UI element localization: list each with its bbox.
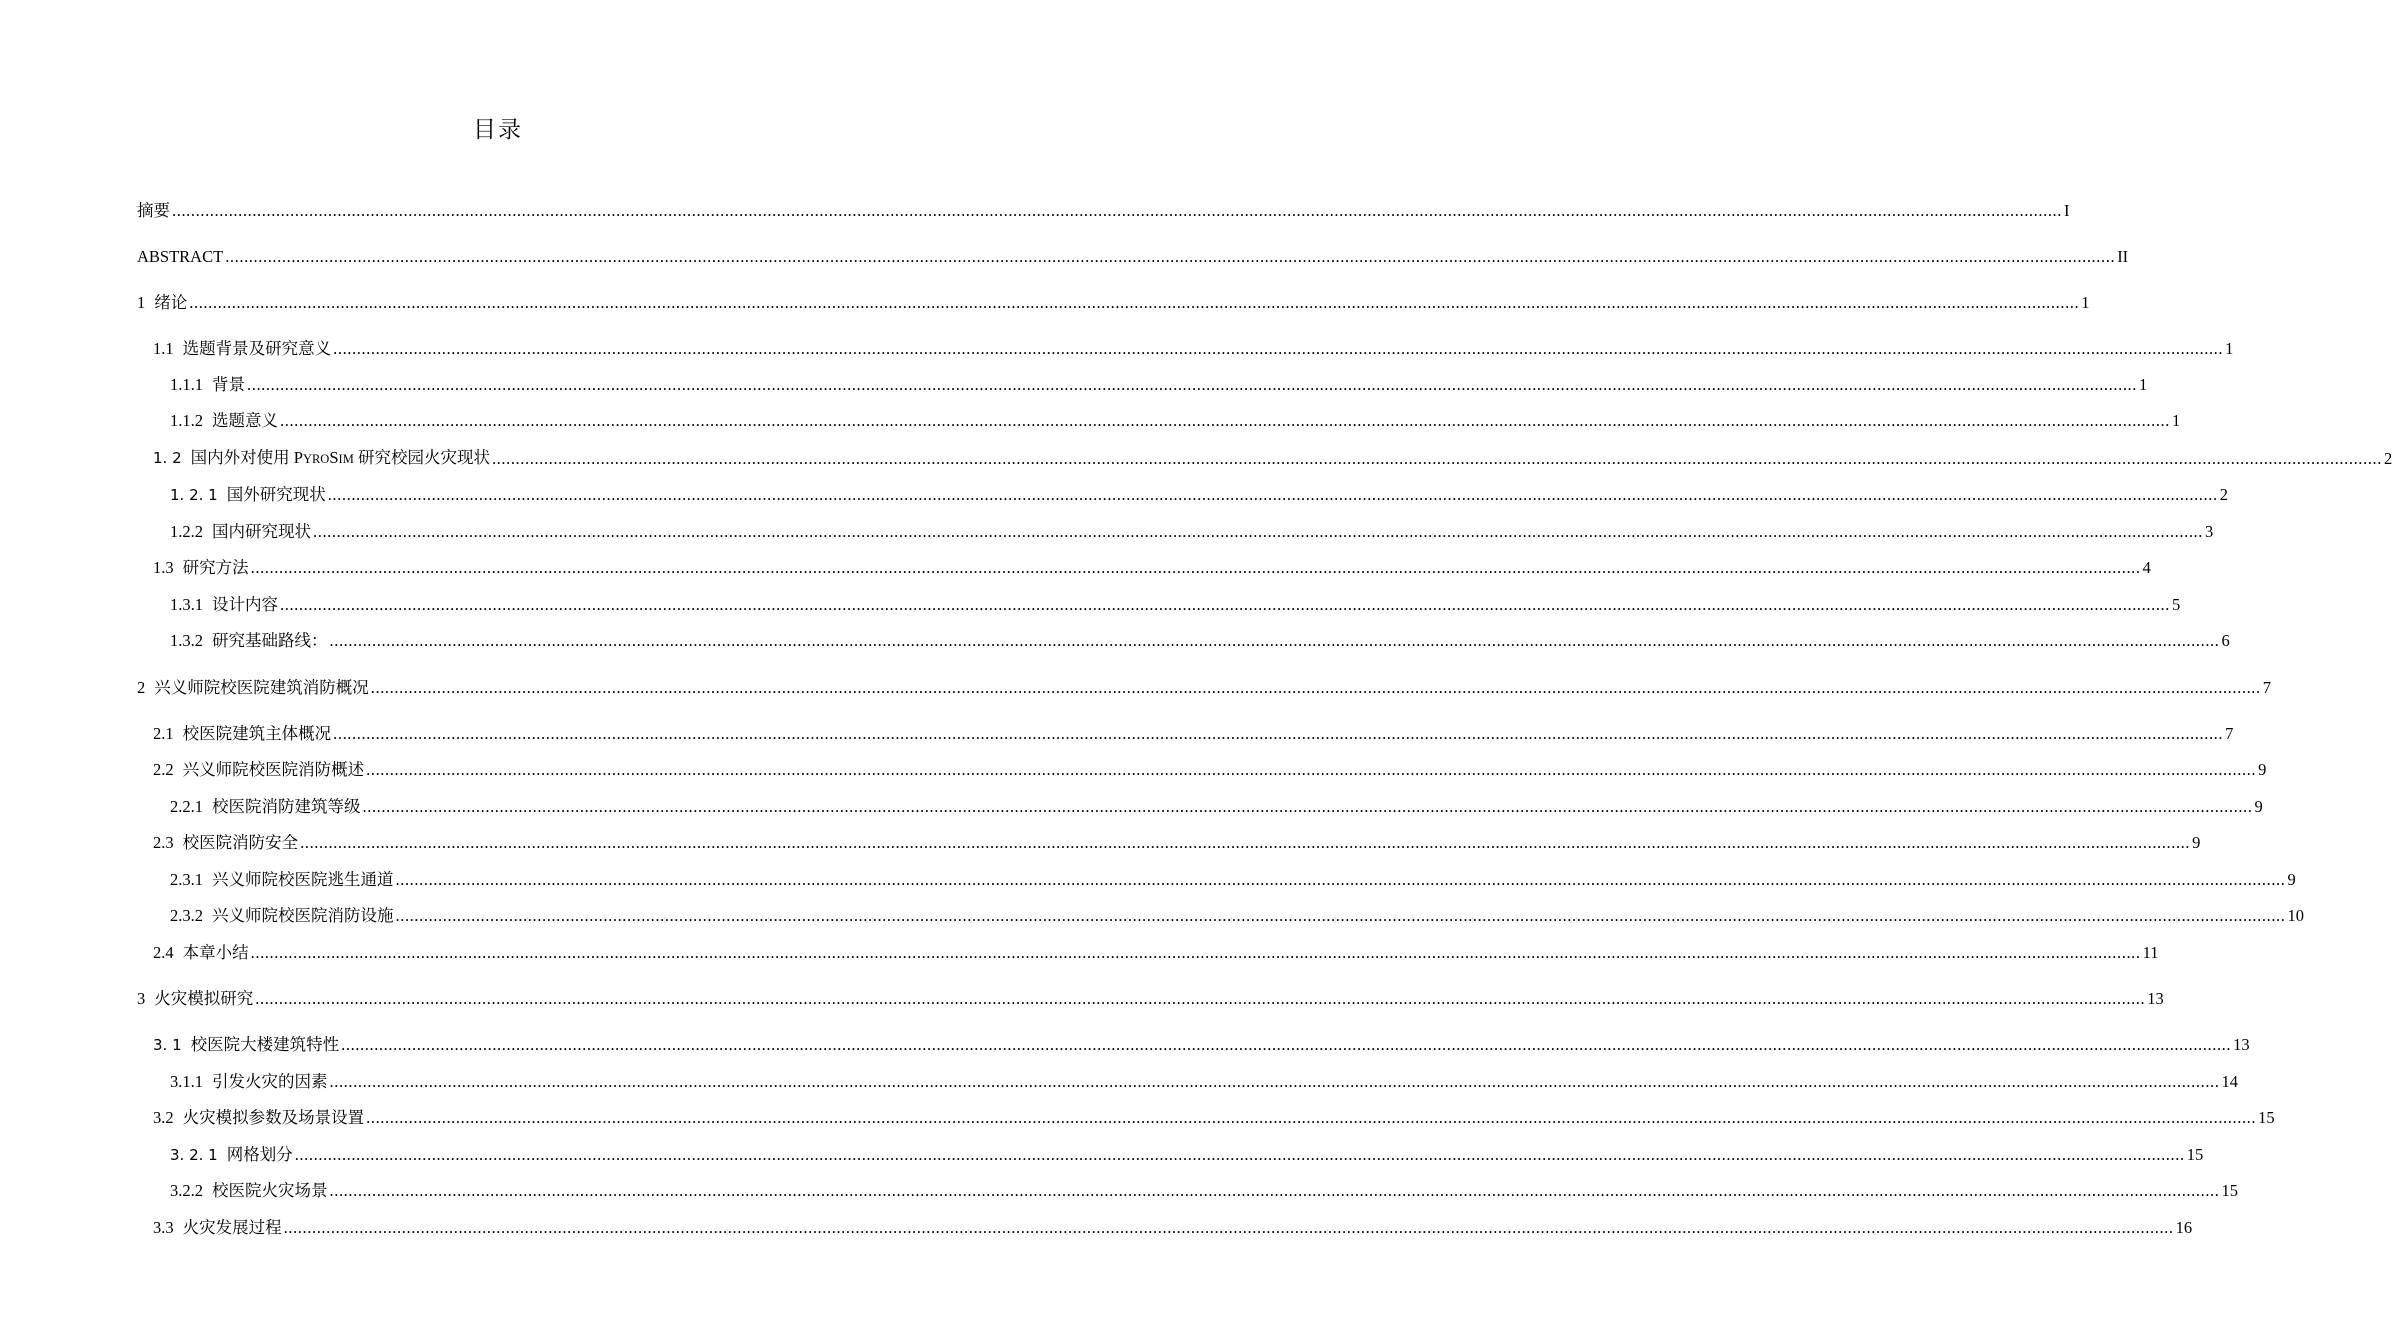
toc-entry-page-number: 16 [2175,1216,2193,1240]
toc-entry-label [137,987,254,1011]
dot-leader: ................................................................................................................................................................................................................................................................................................................................................................................................................ [189,293,2080,312]
toc-entry-label [170,373,246,397]
toc-entry-page-number: 7 [2262,676,2271,700]
toc-entry-text: 背景 [212,375,245,394]
dot-leader: ................................................................................................................................................................................................................................................................................................................................................................................................................ [225,247,2116,266]
toc-entry-label [153,1106,365,1130]
toc-entry-number: 3.2.2 [170,1181,203,1200]
toc-entry-page-number: 1 [2224,337,2233,361]
toc-entry-page-number: 10 [2287,904,2305,928]
toc-entry-label [170,1070,329,1094]
toc-entry-number: 1. 2. 1 [170,486,218,504]
toc-entry-text: 兴义师院校医院消防概述 [182,760,365,779]
toc-entry[interactable] [170,1143,2204,1167]
toc-entry[interactable] [153,337,2234,361]
toc-entry-number: 2.4 [153,943,174,962]
toc-entry-page-number: I [2063,199,2070,223]
toc-entry-label [153,758,365,782]
toc-entry-text: 网格划分 [226,1145,293,1164]
toc-entry-page-number: 4 [2142,556,2151,580]
dot-leader: ................................................................................................................................................................................................................................................................................................................................................................................................................ [395,906,2286,925]
toc-entry[interactable] [153,758,2267,782]
toc-entry-label [170,795,362,819]
toc-entry[interactable] [153,1033,2250,1057]
toc-entry-number: 2.3.1 [170,870,203,889]
toc-entry-page-number: 9 [2287,868,2296,892]
toc-entry[interactable] [170,795,2263,819]
toc-entry-number: 1.3.1 [170,595,203,614]
toc-entry-text: 研究校园火灾现状 [353,448,490,467]
toc-entry-page-number: 6 [2221,629,2230,653]
toc-entry-text: 绪论 [154,293,188,312]
toc-entry-label [153,337,332,361]
toc-entry-text: 国内研究现状 [212,522,311,541]
toc-entry-number: 3 [137,989,146,1008]
toc-entry[interactable] [170,1179,2238,1203]
toc-entry-page-number: 15 [2221,1179,2239,1203]
toc-entry-number: 2.3 [153,833,174,852]
toc-entry[interactable] [170,868,2296,892]
toc-entry-page-number: 9 [2257,758,2266,782]
toc-entry-text: 火灾发展过程 [182,1218,282,1237]
dot-leader: ................................................................................................................................................................................................................................................................................................................................................................................................................ [247,375,2137,394]
toc-entry-label [170,868,395,892]
toc-entry-label [153,446,491,471]
toc-entry[interactable] [153,447,2392,471]
toc-entry-text: 校医院火灾场景 [212,1181,328,1200]
toc-entry-text: 校医院消防建筑等级 [212,797,361,816]
dot-leader: ................................................................................................................................................................................................................................................................................................................................................................................................................ [333,339,2224,358]
toc-entry-label [153,1216,283,1240]
dot-leader: ................................................................................................................................................................................................................................................................................................................................................................................................................ [327,485,2218,504]
toc-entry[interactable] [170,520,2214,544]
toc-entry[interactable] [153,1216,2193,1240]
toc-entry-label [153,831,299,855]
toc-entry-text: 摘要 [137,201,170,220]
dot-leader: ................................................................................................................................................................................................................................................................................................................................................................................................................ [370,678,2261,697]
dot-leader: ................................................................................................................................................................................................................................................................................................................................................................................................................ [329,1072,2220,1091]
dot-leader: ................................................................................................................................................................................................................................................................................................................................................................................................................ [294,1145,2185,1164]
toc-entry-text: 研究方法 [182,558,249,577]
toc-entry-page-number: 13 [2232,1033,2250,1057]
toc-entry-label [170,629,329,653]
toc-entry-text: 校医院消防安全 [182,833,299,852]
toc-entry[interactable] [153,831,2201,855]
toc-entry-number: 3.2 [153,1108,174,1127]
toc-entry-text: ABSTRACT [137,247,224,266]
toc-entry-number: 2.2 [153,760,174,779]
toc-entry[interactable] [137,245,2129,269]
dot-leader: ................................................................................................................................................................................................................................................................................................................................................................................................................ [280,595,2170,614]
toc-entry-page-number: 13 [2146,987,2164,1011]
toc-entry-label [137,199,171,223]
toc-entry[interactable] [170,629,2230,653]
dot-leader: ................................................................................................................................................................................................................................................................................................................................................................................................................ [300,833,2191,852]
dot-leader: ................................................................................................................................................................................................................................................................................................................................................................................................................ [366,1108,2257,1127]
toc-entry-number: 1 [137,293,146,312]
toc-entry-label [153,941,250,965]
toc-entry-number: 1.3 [153,558,174,577]
toc-entry-label [153,1033,340,1057]
toc-entry-number: 1.1.2 [170,411,203,430]
toc-entry-number: 1.1 [153,339,174,358]
toc-entry[interactable] [137,676,2271,700]
toc-entry-text: S [329,448,339,467]
toc-entry-number: 1. 2 [153,449,182,467]
toc-entry-text: 校医院大楼建筑特性 [190,1035,340,1054]
toc-entry-text: 兴义师院校医院消防设施 [212,906,394,925]
toc-entry-page-number: 1 [2171,409,2180,433]
toc-entry-page-number: 2 [2219,483,2228,507]
toc-entry-number: 1.1.1 [170,375,203,394]
toc-entry-label [170,520,312,544]
toc-entry-number: 2 [137,678,146,697]
toc-entry-text: 本章小结 [182,943,249,962]
toc-entry-text: 研究基础路线： [212,631,328,650]
toc-entry-page-number: 15 [2186,1143,2204,1167]
toc-entry-page-number: 2 [2383,447,2392,471]
dot-leader: ................................................................................................................................................................................................................................................................................................................................................................................................................ [172,201,2062,220]
toc-entry-page-number: II [2116,245,2128,269]
toc-entry[interactable] [170,1070,2238,1094]
dot-leader: ................................................................................................................................................................................................................................................................................................................................................................................................................ [491,449,2382,468]
toc-entry-number: 1.2.2 [170,522,203,541]
dot-leader: ................................................................................................................................................................................................................................................................................................................................................................................................................ [250,558,2141,577]
toc-entry[interactable] [170,904,2304,928]
toc-entry[interactable] [153,1106,2275,1130]
dot-leader: ................................................................................................................................................................................................................................................................................................................................................................................................................ [366,760,2257,779]
toc-entry[interactable] [170,593,2181,617]
toc-entry-label [137,676,370,700]
toc-entry-text: IM [338,452,354,466]
toc-entry-label [170,483,327,507]
toc-entry-text: 兴义师院校医院逃生通道 [212,870,394,889]
toc-entry-number: 3.3 [153,1218,174,1237]
toc-entry-text: 国内外对使用 P [190,448,303,467]
toc-entry-text: 国外研究现状 [226,485,326,504]
toc-entry-label [170,904,395,928]
toc-entry-number: 1.3.2 [170,631,203,650]
dot-leader: ................................................................................................................................................................................................................................................................................................................................................................................................................ [333,724,2224,743]
toc-entry[interactable] [137,291,2090,315]
dot-leader: ................................................................................................................................................................................................................................................................................................................................................................................................................ [362,797,2253,816]
toc-entry-page-number: 15 [2257,1106,2275,1130]
toc-entry[interactable] [170,409,2181,433]
toc-entry-page-number: 7 [2224,722,2233,746]
dot-leader: ................................................................................................................................................................................................................................................................................................................................................................................................................ [329,631,2220,650]
toc-entry[interactable] [153,941,2159,965]
dot-leader: ................................................................................................................................................................................................................................................................................................................................................................................................................ [329,1181,2220,1200]
dot-leader: ................................................................................................................................................................................................................................................................................................................................................................................................................ [313,522,2203,541]
toc-entry-page-number: 9 [2191,831,2200,855]
toc-entry-text: 兴义师院校医院建筑消防概况 [154,678,369,697]
dot-leader: ................................................................................................................................................................................................................................................................................................................................................................................................................ [341,1035,2232,1054]
toc-entry-text: 火灾模拟研究 [154,989,254,1008]
toc-entry-page-number: 11 [2142,941,2159,965]
dot-leader: ................................................................................................................................................................................................................................................................................................................................................................................................................ [255,989,2146,1008]
toc-entry-text: YRO [302,452,330,466]
toc-entry-label [170,593,279,617]
toc-entry-page-number: 3 [2204,520,2213,544]
toc-entry-number: 2.1 [153,724,174,743]
toc-entry[interactable] [153,556,2151,580]
toc-entry-page-number: 5 [2171,593,2180,617]
toc-entry-text: 校医院建筑主体概况 [182,724,332,743]
dot-leader: ................................................................................................................................................................................................................................................................................................................................................................................................................ [283,1218,2174,1237]
dot-leader: ................................................................................................................................................................................................................................................................................................................................................................................................................ [395,870,2286,889]
toc-entry[interactable] [170,483,2228,507]
toc-entry[interactable] [170,373,2148,397]
toc-entry-page-number: 1 [2138,373,2147,397]
toc-entry-number: 2.2.1 [170,797,203,816]
page-title: 目录 [473,117,523,143]
toc-entry-page-number: 1 [2080,291,2089,315]
toc-entry-label [170,409,279,433]
toc-entry[interactable] [137,199,2070,223]
toc-entry-text: 设计内容 [212,595,278,614]
toc-entry-label [137,291,188,315]
dot-leader: ................................................................................................................................................................................................................................................................................................................................................................................................................ [250,943,2141,962]
toc-entry-number: 3.1.1 [170,1072,203,1091]
toc-entry[interactable] [153,722,2234,746]
toc-entry-label [170,1143,294,1167]
toc-entry-number: 2.3.2 [170,906,203,925]
dot-leader: ................................................................................................................................................................................................................................................................................................................................................................................................................ [280,411,2170,430]
toc-entry-text: 选题背景及研究意义 [182,339,332,358]
toc-entry-label [170,1179,329,1203]
toc-entry[interactable] [137,987,2164,1011]
toc-entry-text: 选题意义 [212,411,278,430]
toc-entry-page-number: 14 [2221,1070,2239,1094]
toc-entry-text: 引发火灾的因素 [212,1072,328,1091]
toc-entry-text: 火灾模拟参数及场景设置 [182,1108,365,1127]
toc-entry-page-number: 9 [2254,795,2263,819]
toc-entry-number: 3. 2. 1 [170,1146,218,1164]
toc-entry-number: 3. 1 [153,1036,182,1054]
toc-entry-label [153,722,332,746]
toc-entry-label [153,556,250,580]
toc-entry-label [137,245,224,269]
